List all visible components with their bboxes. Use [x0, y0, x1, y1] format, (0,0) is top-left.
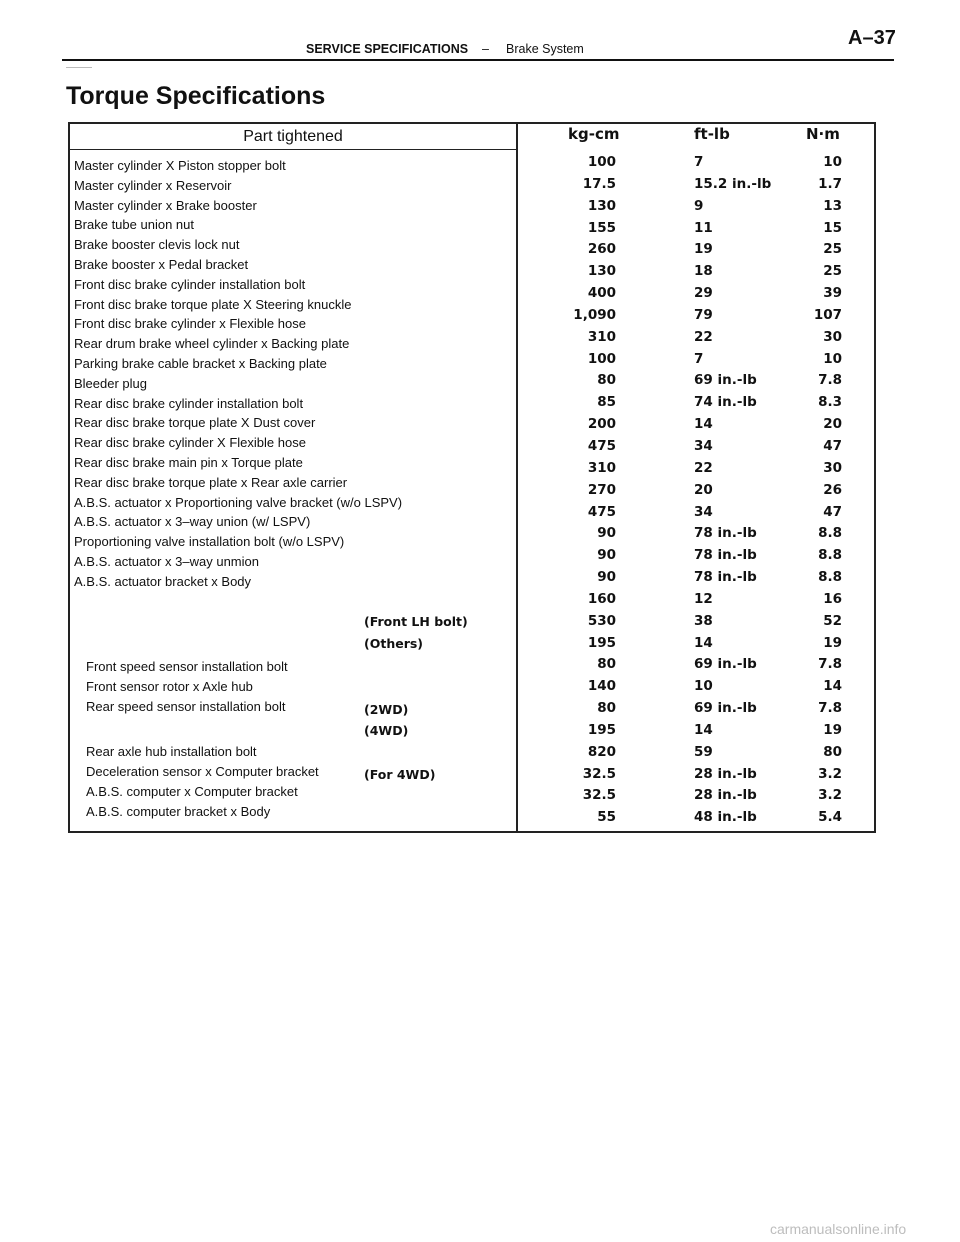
part-row: Rear disc brake torque plate x Rear axle carrier	[74, 474, 348, 490]
page-number: A–37	[848, 27, 896, 49]
nm-value: 30	[823, 459, 842, 476]
note-for-4wd: (For 4WD)	[364, 767, 436, 782]
nm-value: 15	[823, 219, 842, 236]
kg-cm-value: 90	[597, 547, 616, 564]
part-row: A.B.S. actuator x 3–way unmion	[74, 553, 259, 569]
part-row: A.B.S. computer bracket x Body	[86, 804, 271, 819]
kg-cm-value: 90	[597, 569, 616, 586]
nm-value: 26	[823, 481, 842, 498]
kg-cm-value: 100	[587, 154, 616, 170]
part-row: Proportioning valve installation bolt (w/o LSPV)	[74, 534, 345, 550]
header-rule	[62, 59, 894, 61]
kg-cm-value: 475	[587, 503, 616, 520]
ft-lb-value: 14	[694, 634, 713, 651]
nm-value: 25	[823, 263, 842, 280]
kg-cm-value: 260	[587, 241, 616, 258]
ft-lb-value: 29	[694, 285, 713, 302]
part-row: Front speed sensor installation bolt	[86, 659, 288, 674]
nm-value: 80	[823, 743, 842, 760]
part-row: Front disc brake cylinder x Flexible hose	[74, 316, 306, 332]
kg-cm-value: 100	[587, 350, 616, 367]
kg-cm-value: 32.5	[582, 787, 616, 804]
watermark: carmanualsonline.info	[770, 1221, 907, 1237]
nm-value: 3.2	[818, 787, 842, 804]
part-row: Bleeder plug	[74, 375, 147, 391]
nm-value: 47	[823, 503, 842, 520]
nm-value: 30	[823, 328, 842, 345]
kg-cm-value: 820	[587, 743, 616, 760]
nm-value: 20	[823, 416, 842, 433]
nm-value: 107	[813, 306, 842, 323]
ft-lb-value: 78 in.-lb	[694, 525, 757, 542]
part-row: A.B.S. actuator x Proportioning valve bracket (w/o LSPV)	[74, 494, 403, 510]
part-row: Master cylinder X Piston stopper bolt	[74, 158, 286, 173]
header-dash: –	[482, 42, 489, 56]
ft-lb-value: 7	[694, 350, 704, 367]
ft-lb-value: 69 in.-lb	[694, 656, 757, 673]
page-title: Torque Specifications	[66, 82, 326, 110]
part-row: Brake booster x Pedal bracket	[74, 256, 249, 272]
nm-value: 14	[823, 678, 842, 695]
ft-lb-value: 69 in.-lb	[694, 372, 757, 389]
header-part-tightened: Part tightened	[243, 128, 343, 145]
nm-value: 5.4	[818, 809, 842, 826]
kg-cm-value: 475	[587, 437, 616, 454]
part-row: Brake booster clevis lock nut	[74, 237, 240, 253]
nm-value: 7.8	[818, 372, 842, 389]
kg-cm-value: 1,090	[573, 306, 616, 323]
table-column-divider	[516, 122, 518, 833]
ft-lb-value: 22	[694, 328, 713, 345]
ft-lb-value: 14	[694, 416, 713, 433]
nm-values	[806, 152, 842, 829]
table-border-right	[874, 122, 876, 833]
header-section: SERVICE SPECIFICATIONS	[306, 42, 469, 56]
ft-lb-value: 19	[694, 241, 713, 258]
ft-lb-value: 22	[694, 459, 713, 476]
kg-cm-value: 155	[587, 219, 616, 236]
note-front-lh-bolt: (Front LH bolt)	[364, 614, 468, 629]
kg-cm-value: 130	[587, 197, 616, 214]
ft-lb-value: 28 in.-lb	[694, 765, 757, 782]
ft-lb-value: 78 in.-lb	[694, 569, 757, 586]
ft-lb-value: 14	[694, 721, 713, 738]
kg-cm-value: 160	[587, 590, 616, 607]
kg-cm-value: 55	[597, 809, 616, 826]
table-header-rule	[68, 149, 518, 150]
part-row: Front sensor rotor x Axle hub	[86, 679, 253, 694]
part-row: Front disc brake cylinder installation bolt	[74, 276, 306, 292]
nm-value: 16	[823, 590, 842, 607]
kg-cm-value: 80	[597, 700, 616, 717]
ft-lb-value: 7	[694, 154, 704, 170]
table-border-left	[68, 122, 70, 833]
kg-cm-value: 400	[587, 285, 616, 302]
kg-cm-value: 200	[587, 416, 616, 433]
nm-value: 7.8	[818, 656, 842, 673]
header-ft-lb: ft-lb	[694, 125, 730, 143]
header-kg-cm: kg-cm	[568, 125, 620, 143]
kg-cm-value: 17.5	[582, 175, 616, 192]
part-row: Parking brake cable bracket x Backing plate	[74, 355, 327, 371]
kg-cm-value: 130	[587, 263, 616, 280]
part-row: A.B.S. actuator x 3–way union (w/ LSPV)	[74, 514, 311, 530]
header-mark	[66, 67, 92, 68]
kg-cm-value: 530	[587, 612, 616, 629]
kg-cm-value: 80	[597, 656, 616, 673]
header-subsection: Brake System	[506, 42, 584, 56]
ft-lb-value: 74 in.-lb	[694, 394, 757, 411]
ft-lb-value: 59	[694, 743, 713, 760]
nm-value: 47	[823, 437, 842, 454]
part-row: Rear disc brake cylinder X Flexible hose	[74, 435, 306, 451]
nm-value: 10	[823, 350, 842, 367]
ft-lb-value: 69 in.-lb	[694, 700, 757, 717]
kg-cm-value: 195	[587, 634, 616, 651]
kg-cm-value: 195	[587, 721, 616, 738]
ft-lb-value: 20	[694, 481, 713, 498]
part-row: Deceleration sensor x Computer bracket	[86, 764, 319, 779]
ft-lb-value: 34	[694, 437, 713, 454]
nm-value: 8.3	[818, 394, 842, 411]
nm-value: 19	[823, 634, 842, 651]
ft-lb-value: 38	[694, 612, 713, 629]
part-row: A.B.S. actuator bracket x Body	[74, 573, 252, 589]
ft-lb-value: 10	[694, 678, 713, 695]
nm-value: 52	[823, 612, 842, 629]
part-row: Rear speed sensor installation bolt	[86, 699, 286, 714]
part-row: Master cylinder x Brake booster	[74, 197, 257, 213]
ft-lb-value: 9	[694, 197, 704, 214]
kg-cm-value: 310	[587, 328, 616, 345]
part-row: Rear disc brake main pin x Torque plate	[74, 454, 303, 470]
note-2wd: (2WD)	[364, 702, 409, 717]
ft-lb-values	[694, 152, 774, 829]
ft-lb-value: 12	[694, 590, 713, 607]
nm-value: 8.8	[818, 547, 842, 564]
ft-lb-value: 78 in.-lb	[694, 547, 757, 564]
part-row: Rear disc brake torque plate X Dust cover	[74, 415, 316, 431]
note-others: (Others)	[364, 636, 424, 651]
part-row: Rear axle hub installation bolt	[86, 744, 257, 759]
part-list-axle-computer	[86, 742, 319, 822]
kg-cm-value: 90	[597, 525, 616, 542]
ft-lb-value: 11	[694, 219, 713, 236]
nm-value: 13	[823, 197, 842, 214]
kg-cm-value: 140	[587, 678, 616, 695]
ft-lb-value: 48 in.-lb	[694, 809, 757, 826]
nm-value: 3.2	[818, 765, 842, 782]
ft-lb-value: 15.2 in.-lb	[694, 175, 772, 192]
nm-value: 39	[823, 285, 842, 302]
kg-cm-value: 270	[587, 481, 616, 498]
table-border-bottom	[68, 831, 876, 833]
kg-cm-value: 310	[587, 459, 616, 476]
nm-value: 25	[823, 241, 842, 258]
part-list-main	[74, 156, 402, 592]
nm-value: 7.8	[818, 700, 842, 717]
nm-value: 19	[823, 721, 842, 738]
header-nm: N·m	[806, 125, 840, 143]
part-row: Rear drum brake wheel cylinder x Backing plate	[74, 336, 350, 352]
kg-cm-values	[556, 152, 616, 829]
torque-table	[68, 122, 876, 832]
nm-value: 8.8	[818, 525, 842, 542]
part-row: Front disc brake torque plate X Steering knuckle	[74, 296, 352, 312]
ft-lb-value: 18	[694, 263, 713, 280]
kg-cm-value: 80	[597, 372, 616, 389]
table-border-top	[68, 122, 876, 124]
nm-value: 1.7	[818, 175, 842, 192]
nm-value: 10	[823, 154, 842, 170]
kg-cm-value: 85	[597, 394, 616, 411]
part-row: A.B.S. computer x Computer bracket	[86, 784, 298, 799]
nm-value: 8.8	[818, 569, 842, 586]
ft-lb-value: 34	[694, 503, 713, 520]
part-list-speed-sensors	[86, 657, 288, 717]
kg-cm-value: 32.5	[582, 765, 616, 782]
note-4wd: (4WD)	[364, 723, 409, 738]
ft-lb-value: 79	[694, 306, 713, 323]
ft-lb-value: 28 in.-lb	[694, 787, 757, 804]
part-row: Rear disc brake cylinder installation bolt	[74, 395, 304, 411]
part-row: Master cylinder x Reservoir	[74, 177, 232, 193]
part-row: Brake tube union nut	[74, 217, 194, 233]
